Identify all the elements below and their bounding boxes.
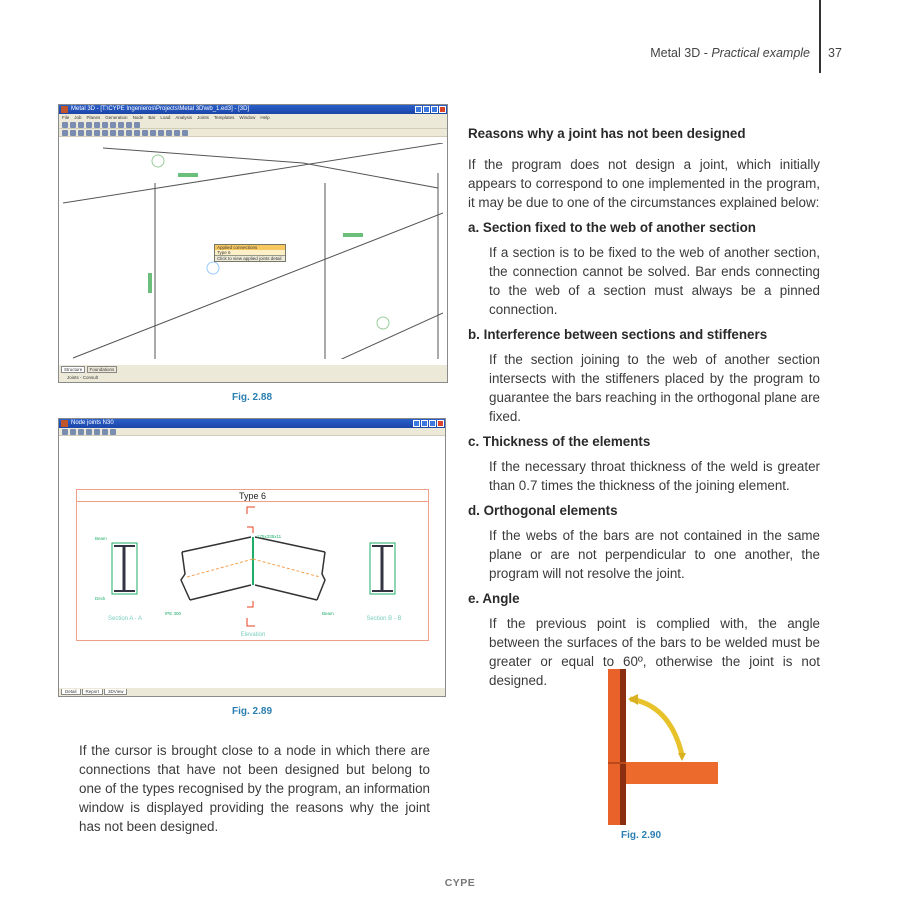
- window-title: Metal 3D - [T:\CYPE Ingenieros\Projects\Metal 3D\wb_1.ed3] - [3D]: [71, 106, 250, 112]
- minimize-button[interactable]: [423, 106, 430, 113]
- zoom-out-icon[interactable]: [78, 429, 84, 435]
- menu-planes[interactable]: Planes: [86, 115, 101, 120]
- tool-icon[interactable]: [102, 122, 108, 128]
- toolbar: [59, 428, 445, 436]
- deck-label: Deck: [95, 596, 106, 601]
- close-button[interactable]: [439, 106, 446, 113]
- tool-icon[interactable]: [158, 130, 164, 136]
- tool-icon[interactable]: [102, 130, 108, 136]
- app-icon: [61, 106, 68, 113]
- close-button[interactable]: [437, 420, 444, 427]
- tool-icon[interactable]: [126, 122, 132, 128]
- header-divider: [819, 0, 821, 73]
- tool-icon[interactable]: [70, 130, 76, 136]
- tool-icon[interactable]: [70, 122, 76, 128]
- tool-icon[interactable]: [134, 122, 140, 128]
- footer-brand: CYPE: [444, 877, 476, 889]
- tab-report[interactable]: Report: [82, 689, 104, 695]
- tool-icon[interactable]: [150, 130, 156, 136]
- menu-bar: [59, 114, 447, 121]
- beam-label-2: Beam: [322, 611, 334, 616]
- tooltip-title: Applied connections: [215, 245, 285, 250]
- section-heading: Reasons why a joint has not been designed: [468, 126, 746, 141]
- maximize-button[interactable]: [431, 106, 438, 113]
- reason-title: b. Interference between sections and stiffeners: [468, 327, 768, 342]
- print-icon[interactable]: [110, 429, 116, 435]
- figure-caption: Fig. 2.89: [232, 706, 273, 717]
- tool-icon[interactable]: [94, 130, 100, 136]
- window-title: Node joints N30: [71, 420, 114, 426]
- minimize-button[interactable]: [421, 420, 428, 427]
- menu-help[interactable]: Help: [260, 115, 270, 120]
- tool-icon[interactable]: [126, 130, 132, 136]
- tool-icon[interactable]: [86, 122, 92, 128]
- title-bar: [59, 105, 447, 114]
- page-number: 37: [828, 46, 842, 60]
- ipe-label: IPE 300: [165, 611, 182, 616]
- reason-title: a. Section fixed to the web of another section: [468, 220, 756, 235]
- reason-body: If a section is to be fixed to the web of another section, the connection cannot be solved. Bar ends connecting to the web of a section must always be a pinned connection.: [489, 245, 820, 317]
- edit-icon[interactable]: [86, 429, 92, 435]
- zoom-in-icon[interactable]: [70, 429, 76, 435]
- menu-load[interactable]: Load: [160, 115, 171, 120]
- running-header: [650, 46, 810, 60]
- section-a-label: Section A - A: [107, 616, 143, 622]
- title-bar: [59, 419, 445, 428]
- drawing-title: Type 6: [77, 490, 428, 502]
- zoom-icon[interactable]: [62, 429, 68, 435]
- info-tooltip: [214, 244, 286, 262]
- tool-icon[interactable]: [118, 130, 124, 136]
- header-sep: -: [700, 46, 712, 60]
- view-tabs: [59, 688, 445, 696]
- tool-icon[interactable]: [62, 122, 68, 128]
- toolbar-2: [59, 129, 447, 137]
- tool-icon[interactable]: [134, 130, 140, 136]
- tab-structure[interactable]: Structure: [61, 366, 85, 373]
- menu-job[interactable]: Job: [74, 115, 82, 120]
- tool-icon[interactable]: [118, 122, 124, 128]
- tool-icon[interactable]: [94, 122, 100, 128]
- menu-joints[interactable]: Joints: [197, 115, 209, 120]
- maximize-button[interactable]: [429, 420, 436, 427]
- status-bar: Joints - Consult: [59, 374, 447, 382]
- header-subtitle: Practical example: [711, 46, 810, 60]
- tool-icon[interactable]: [110, 130, 116, 136]
- tab-foundations[interactable]: Foundations: [87, 366, 118, 373]
- menu-generation[interactable]: Generation: [105, 115, 128, 120]
- joint-drawing: [76, 489, 429, 641]
- tool-icon[interactable]: [78, 122, 84, 128]
- left-paragraph: If the cursor is brought close to a node in which there are connections that have not been designed but belong to one of the types recognised by the program, an information window is displayed providing the reasons why the joint has not been designed.: [79, 743, 430, 834]
- node-joints-window: [58, 418, 446, 697]
- toolbar-1: [59, 121, 447, 129]
- angle-illustration: [600, 665, 730, 825]
- menu-file[interactable]: File: [62, 115, 70, 120]
- tooltip-hint[interactable]: Click to view applied joints detail: [215, 255, 285, 261]
- section-b-label: Section B - B: [366, 616, 402, 622]
- pan-icon[interactable]: [102, 429, 108, 435]
- reason-item: [468, 325, 820, 426]
- reason-item: [468, 432, 820, 495]
- tool-icon[interactable]: [142, 130, 148, 136]
- reason-title: c. Thickness of the elements: [468, 434, 651, 449]
- tool-icon[interactable]: [182, 130, 188, 136]
- menu-bar-item[interactable]: Bar: [148, 115, 156, 120]
- reason-title: d. Orthogonal elements: [468, 503, 618, 518]
- header-title: Metal 3D: [650, 46, 701, 60]
- tooltip-type: Type 6: [215, 250, 285, 255]
- tab-detail[interactable]: Detail: [61, 689, 81, 695]
- deck-size-label: 175x335x11: [257, 534, 282, 539]
- app-icon: [61, 420, 68, 427]
- tab-3dview[interactable]: 3DView: [104, 689, 127, 695]
- elevation-label: Elevation: [240, 632, 266, 638]
- reason-body: If the previous point is complied with, the angle between the surfaces of the bars to be welded must be greater or equal to 60º, otherwise the joint is not designed.: [489, 616, 820, 688]
- reason-item: [468, 501, 820, 583]
- right-column: [468, 124, 820, 690]
- tool-icon[interactable]: [78, 130, 84, 136]
- tool-icon[interactable]: [86, 130, 92, 136]
- figure-caption: Fig. 2.90: [621, 830, 662, 841]
- reason-title: e. Angle: [468, 591, 520, 606]
- search-icon[interactable]: [94, 429, 100, 435]
- tool-icon[interactable]: [62, 130, 68, 136]
- view-tabs: [59, 365, 447, 374]
- reason-item: [468, 218, 820, 319]
- menu-templates[interactable]: Templates: [213, 115, 235, 120]
- reason-body: If the section joining to the web of another section intersects with the stiffeners placed by the program to guarantee the bars reaching in the orthogonal plane are fixed.: [489, 352, 820, 424]
- intro-paragraph: If the program does not design a joint, which initially appears to correspond to one implemented in the program, it may be due to one of the circumstances explained below:: [468, 157, 820, 210]
- beam-label: Beam: [95, 536, 107, 541]
- tool-icon[interactable]: [174, 130, 180, 136]
- reason-body: If the necessary throat thickness of the weld is greater than 0.7 times the thickness of the joining element.: [489, 459, 820, 493]
- help-button[interactable]: [413, 420, 420, 427]
- menu-analysis[interactable]: Analysis: [175, 115, 193, 120]
- figure-caption: Fig. 2.88: [232, 392, 273, 403]
- tool-icon[interactable]: [110, 122, 116, 128]
- help-button[interactable]: [415, 106, 422, 113]
- menu-window[interactable]: Window: [239, 115, 256, 120]
- reason-body: If the webs of the bars are not contained in the same plane or are not perpendicular to one another, the program will not resolve the joint.: [489, 528, 820, 581]
- menu-node[interactable]: Node: [132, 115, 144, 120]
- tool-icon[interactable]: [166, 130, 172, 136]
- metal3d-window: [58, 104, 448, 383]
